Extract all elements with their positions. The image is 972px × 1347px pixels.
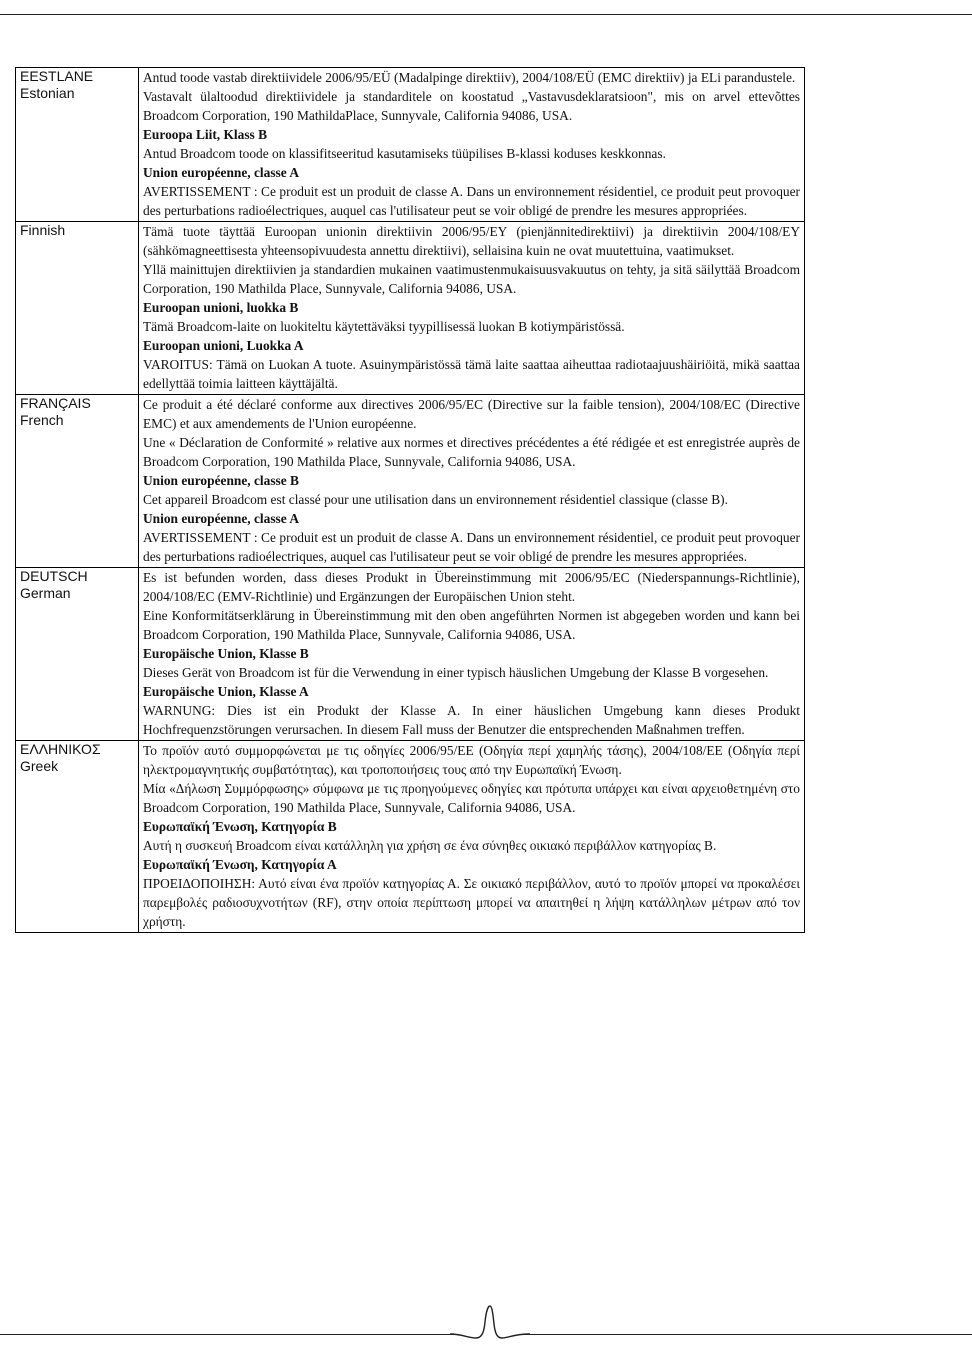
class-a-heading: Euroopan unioni, Luokka A [143,338,304,353]
language-cell [16,568,139,741]
declaration-paragraph: Une « Déclaration de Conformité » relative aux normes et directives précédentes a été rédigée et est enregistrée auprès de Broadcom Corporation, 190 Mathilda Place, Sunnyvale, California 94086, USA. [143,435,800,469]
class-a-heading: Ευρωπαϊκή Ένωση, Κατηγορία Α [143,857,337,872]
class-b-heading: Euroopan unioni, luokka B [143,300,299,315]
declaration-cell [139,395,805,568]
declaration-cell [139,568,805,741]
class-b-paragraph: Dieses Gerät von Broadcom ist für die Verwendung in einer typisch häuslichen Umgebung der Klasse B vorgesehen. [143,665,769,680]
class-b-heading: Euroopa Liit, Klass B [143,127,268,142]
declaration-cell [139,741,805,933]
language-english: Estonian [20,85,75,101]
table-row [16,568,805,741]
table-row [16,222,805,395]
language-english: French [20,412,64,428]
footer-rule-left [0,1334,456,1335]
compliance-paragraph: Tämä tuote täyttää Euroopan unionin direktiivin 2006/95/EY (pienjännitedirektiivi) ja direktiivin 2004/108/EY (sähkömagneettisesta yhteensopivuudesta annettu direktiivi), sellaisina kuin ne ovat muutettuina, vaatimukset. [143,224,800,258]
class-a-heading: Europäische Union, Klasse A [143,684,309,699]
language-native: ΕΛΛΗΝΙΚΟΣ [20,741,101,757]
language-english: Greek [20,758,59,774]
class-a-warning: AVERTISSEMENT : Ce produit est un produit de classe A. Dans un environnement résidentiel, ce produit peut provoquer des perturbations radioélectriques, auquel cas l'utilisateur peut se voir obligé de prendre les mesures appropriées. [143,184,800,218]
class-b-heading: Europäische Union, Klasse B [143,646,309,661]
compliance-paragraph: Antud toode vastab direktiividele 2006/95/EÜ (Madalpinge direktiiv), 2004/108/EÜ (EMC direktiiv) ja ELi parandustele. [143,70,796,85]
compliance-paragraph: Ce produit a été déclaré conforme aux directives 2006/95/EC (Directive sur la faible tension), 2004/108/EC (Directive EMC) et aux amendements de l'Union européenne. [143,397,800,431]
compliance-paragraph: Το προϊόν αυτό συμμορφώνεται με τις οδηγίες 2006/95/ΕΕ (Οδηγία περί χαμηλής τάσης), 2004/108/ΕΕ (Οδηγία περί ηλεκτρομαγνητικής συμβατότητας), και τροποποιήσεις τους από την Ευρωπαϊκή Ένωση. [143,743,800,777]
class-a-warning: WARNUNG: Dies ist ein Produkt der Klasse A. In einer häuslichen Umgebung kann dieses Produkt Hochfrequenzstörungen verursachen. In diesem Fall muss der Benutzer die entsprechenden Maßnahmen treffen. [143,703,800,737]
top-rule [0,14,972,15]
declaration-paragraph: Μία «Δήλωση Συμμόρφωσης» σύμφωνα με τις προηγούμενες οδηγίες και πρότυπα υπάρχει και είναι αρχειοθετημένη στο Broadcom Corporation, 190 Mathilda Place, Sunnyvale, California 94086, USA. [143,781,800,815]
class-a-warning: AVERTISSEMENT : Ce produit est un produit de classe A. Dans un environnement résidentiel, ce produit peut provoquer des perturbations radioélectriques, auquel cas l'utilisateur peut se voir obligé de prendre les mesures appropriées. [143,530,800,564]
class-a-heading: Union européenne, classe A [143,511,299,526]
declaration-paragraph: Eine Konformitätserklärung in Übereinstimmung mit den oben angeführten Normen ist abgegeben worden und kann bei Broadcom Corporation, 190 Mathilda Place, Sunnyvale, California 94086, USA. [143,608,800,642]
compliance-paragraph: Es ist befunden worden, dass dieses Produkt in Übereinstimmung mit 2006/95/EC (Niederspannungs-Richtlinie), 2004/108/EC (EMV-Richtlinie) und Ergänzungen der Europäischen Union steht. [143,570,800,604]
declaration-paragraph: Vastavalt ülaltoodud direktiividele ja standarditele on koostatud „Vastavusdeklaratsioon", mis on arvel ettevõttes Broadcom Corporation, 190 MathildaPlace, Sunnyvale, California 94086, USA. [143,89,800,123]
class-a-warning: ΠΡΟΕΙΔΟΠΟΙΗΣΗ: Αυτό είναι ένα προϊόν κατηγορίας Α. Σε οικιακό περιβάλλον, αυτό το προϊόν μπορεί να προκαλέσει παρεμβολές ραδιοσυχνοτήτων (RF), στην οποία περίπτωση μπορεί να απαιτηθεί η λήψη κατάλληλων μέτρων από τον χρήστη. [143,876,800,929]
language-native: EESTLANE [20,68,94,84]
footer-wave-logo-icon [450,1302,530,1342]
footer-rule-right [522,1334,972,1335]
class-a-warning: VAROITUS: Tämä on Luokan A tuote. Asuinympäristössä tämä laite saattaa aiheuttaa radiotaajuushäiriöitä, mikä saattaa edellyttää toimia laitteen käyttäjältä. [143,357,800,391]
declaration-table-body [16,68,805,933]
declaration-paragraph: Yllä mainittujen direktiivien ja standardien mukainen vaatimustenmukaisuusvakuutus on tehty, ja sitä säilyttää Broadcom Corporation, 190 Mathilda Place, Sunnyvale, California 94086, USA. [143,262,800,296]
class-b-paragraph: Tämä Broadcom-laite on luokiteltu käytettäväksi tyypillisessä luokan B kotiympäristössä. [143,319,625,334]
language-native: FRANÇAIS [20,395,91,411]
class-b-heading: Ευρωπαϊκή Ένωση, Κατηγορία Β [143,819,337,834]
class-b-paragraph: Antud Broadcom toode on klassifitseeritud kasutamiseks tüüpilises B-klassi koduses keskkonnas. [143,146,666,161]
table-row [16,395,805,568]
declaration-cell [139,68,805,222]
class-a-heading: Union européenne, classe A [143,165,299,180]
table-row [16,68,805,222]
declaration-table [15,67,805,933]
language-cell [16,68,139,222]
class-b-paragraph: Αυτή η συσκευή Broadcom είναι κατάλληλη για χρήση σε ένα σύνηθες οικιακό περιβάλλον κατηγορίας Β. [143,838,717,853]
declaration-cell [139,222,805,395]
language-cell [16,741,139,933]
language-cell [16,222,139,395]
class-b-heading: Union européenne, classe B [143,473,299,488]
language-english: German [20,585,71,601]
language-native: Finnish [20,222,66,238]
table-row [16,741,805,933]
language-cell [16,395,139,568]
class-b-paragraph: Cet appareil Broadcom est classé pour une utilisation dans un environnement résidentiel classique (classe B). [143,492,728,507]
language-native: DEUTSCH [20,568,88,584]
